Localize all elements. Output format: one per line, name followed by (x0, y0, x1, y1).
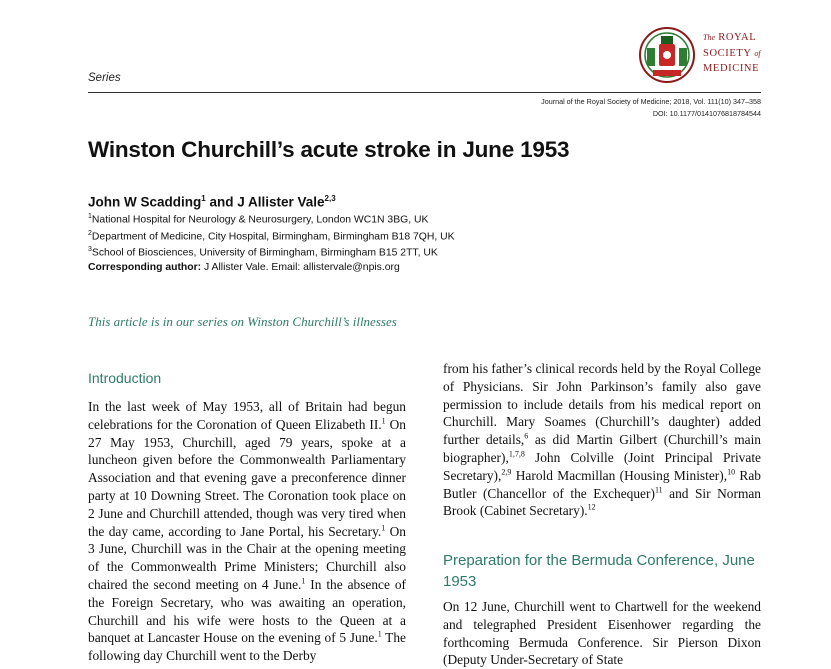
text-run: In the last week of May 1953, all of Britain had begun celebrations for the Coronation of Queen Elizabeth II. (88, 399, 406, 432)
affiliation-2-text: Department of Medicine, City Hospital, Birmingham, Birmingham B18 7QH, UK (91, 231, 455, 243)
author-2-sup: 2,3 (324, 194, 336, 203)
article-title: Winston Churchill’s acute stroke in June 1953 (88, 137, 570, 162)
citation-sup: 6 (524, 431, 529, 441)
affiliation-1 (88, 213, 428, 225)
doi-link[interactable]: DOI: 10.1177/0141076818784544 (652, 109, 761, 118)
corresponding-text: J Allister Vale. Email: allistervale@npis.org (201, 262, 400, 273)
right-column-text (443, 360, 761, 520)
bermuda-paragraph: On 12 June, Churchill went to Chartwell for the weekend and telegraphed President Eisenhower regarding the forthcoming Bermuda Conference. Sir Pierson Dixon (Deputy Under-Secretary of State (443, 599, 761, 668)
bermuda-heading: Preparation for the Bermuda Conference, June 1953 (443, 552, 755, 590)
citation-sup: 1 (381, 416, 386, 426)
affiliation-2-sup: 2 (88, 230, 92, 237)
text-run: John Colville (Joint Principal Private Secretary), (443, 449, 761, 483)
introduction-heading: Introduction (88, 370, 162, 386)
journal-citation (541, 96, 761, 120)
affiliation-3-text: School of Biosciences, University of Birmingham, Birmingham B15 2TT, UK (91, 247, 438, 259)
text-run: The following day Churchill went to the Derby (88, 630, 406, 664)
citation-sup: 1 (381, 523, 386, 533)
citation-sup: 1 (377, 629, 382, 639)
header-rule (88, 92, 761, 93)
text-run: Harold Macmillan (Housing Minister), (511, 467, 728, 483)
affiliation-1-sup: 1 (88, 213, 92, 220)
affiliation-1-text: National Hospital for Neurology & Neurosurgery, London WC1N 3BG, UK (91, 214, 429, 226)
author-2: J Allister Vale (237, 194, 325, 210)
text-run: On 3 June, Churchill was in the Chair at the opening meeting of the Commonwealth Prime Ministers; Churchill also chaired the second meeting on 4 June. (88, 523, 407, 592)
text-run: Rab Butler (Chancellor of the Exchequer) (443, 467, 761, 501)
text-run: In the absence of the Foreign Secretary, who was awaiting an operation, Churchill and his wife were hosts to the Queen at a banquet at Lancaster House on the evening of 5 June. (88, 576, 406, 646)
sources-paragraph (443, 360, 761, 520)
logo-suffix: of (754, 48, 761, 58)
section-label: Series (88, 72, 121, 84)
affiliation-2 (88, 230, 455, 242)
citation-sup: 11 (654, 485, 663, 495)
royal-society-crest-icon (637, 24, 697, 86)
logo-line-2: SOCIETY (703, 47, 752, 59)
text-run: and Sir Norman Brook (Cabinet Secretary). (443, 485, 761, 519)
journal-line: Journal of the Royal Society of Medicine; 2018, Vol. 111(10) 347–358 (541, 97, 761, 106)
left-column-text (88, 398, 406, 665)
citation-sup: 1,7,8 (508, 449, 525, 459)
affiliation-3 (88, 246, 438, 258)
logo-line-1: ROYAL (718, 32, 757, 43)
citation-sup: 1 (301, 576, 306, 586)
author-line (88, 194, 336, 210)
author-1: John W Scadding (88, 194, 202, 210)
corresponding-author (88, 262, 400, 273)
author-and: and (205, 194, 238, 210)
citation-sup: 10 (727, 467, 736, 477)
series-note: This article is in our series on Winston Churchill’s illnesses (88, 314, 397, 329)
society-logo-text (703, 30, 761, 77)
text-run: On 27 May 1953, Churchill, aged 79 years, spoke at a luncheon given before the Commonwealth Parliamentary Association and that evening gave a preconference dinner party at 10 Downing Street. The Coronation took place on 2 June and Churchill attended, though was very tired when the day came, according to Jane Portal, his Secretary. (88, 416, 406, 539)
text-run: from his father’s clinical records held by the Royal College of Physicians. Sir John Parkinson’s family also gave permission to include details from his medical report on Churchill. Mary Soames (Churchill’s daughter) added further details, (443, 361, 761, 448)
intro-paragraph (88, 398, 406, 665)
affiliation-3-sup: 3 (88, 246, 92, 253)
corresponding-label: Corresponding author: (88, 262, 202, 273)
logo-prefix: The (703, 33, 715, 42)
citation-sup: 2,9 (501, 467, 512, 477)
author-1-sup: 1 (201, 194, 206, 203)
logo-line-3: MEDICINE (703, 63, 760, 74)
text-run: as did Martin Gilbert (Churchill’s main biographer), (443, 432, 761, 465)
citation-sup: 12 (587, 502, 596, 512)
